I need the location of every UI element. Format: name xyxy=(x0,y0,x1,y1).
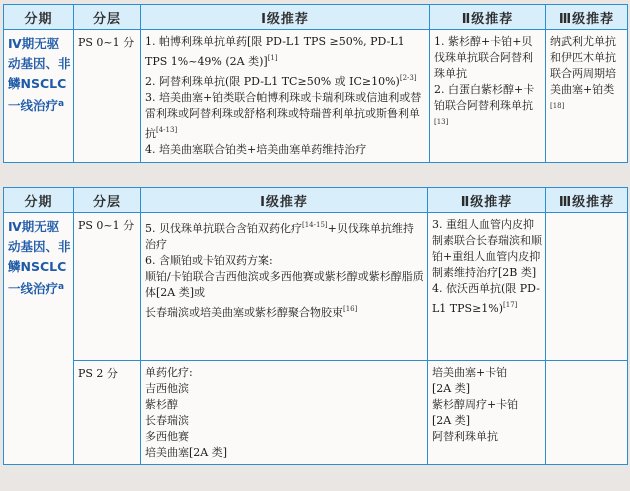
level2-recommendations xyxy=(428,361,546,465)
header-stage: 分期 xyxy=(4,5,74,30)
header-level1: Ⅰ级推荐 xyxy=(141,188,428,213)
list-item: 纳武利尤单抗和伊匹木单抗联合两周期培美曲塞+铂类[18] xyxy=(550,35,616,110)
list-item: 多西他赛 xyxy=(145,430,189,443)
table-row xyxy=(4,361,628,465)
list-item: 单药化疗: xyxy=(145,366,193,379)
list-item: 6. 含顺铂或卡铂双药方案: xyxy=(145,254,273,267)
recommendation-table-2 xyxy=(3,187,628,465)
ps-layer: PS 2 分 xyxy=(74,361,141,465)
list-item: 4. 依沃西单抗(限 PD-L1 TPS≥1%)[17] xyxy=(432,282,540,315)
list-item: 顺铂/卡铂联合吉西他滨或多西他赛或紫杉醇或紫杉醇脂质体[2A 类]或 xyxy=(145,270,424,299)
header-level3: Ⅲ级推荐 xyxy=(546,188,628,213)
header-stage: 分期 xyxy=(4,188,74,213)
list-item: 3. 重组人血管内皮抑制素联合长春瑞滨和顺铂+重组人血管内皮抑制素维持治疗[2B 类] xyxy=(432,218,542,279)
list-item: 4. 培美曲塞联合铂类+培美曲塞单药维持治疗 xyxy=(145,143,367,156)
level3-recommendations xyxy=(546,30,628,163)
table-2-header-row xyxy=(4,188,628,213)
list-item: 长春瑞滨或培美曲塞或紫杉醇聚合物胶束[16] xyxy=(145,305,358,319)
ps-layer: PS 0~1 分 xyxy=(74,213,141,361)
stage-label: Ⅳ期无驱动基因、非鳞NSCLC一线治疗$^a$ xyxy=(4,30,74,163)
table-row xyxy=(4,213,628,361)
header-level3: Ⅲ级推荐 xyxy=(546,5,628,30)
recommendation-table-1 xyxy=(3,4,628,163)
header-layer: 分层 xyxy=(74,5,141,30)
ps-layer: PS 0~1 分 xyxy=(74,30,141,163)
table-row xyxy=(4,30,628,163)
list-item: [2A 类] xyxy=(432,382,471,395)
stage-label: Ⅳ期无驱动基因、非鳞NSCLC一线治疗$^a$ xyxy=(4,213,74,465)
list-item: 培美曲塞+卡铂 xyxy=(432,366,508,379)
list-item: 2. 阿替利珠单抗(限 PD-L1 TC≥50% 或 IC≥10%)[2-3] xyxy=(145,74,417,88)
list-item: 3. 培美曲塞+铂类联合帕博利珠或卡瑞利珠或信迪利或替雷利珠或阿替利珠或舒格利珠或特瑞普利单抗或斯鲁利单抗[4-13] xyxy=(145,91,422,140)
header-level2: Ⅱ级推荐 xyxy=(430,5,546,30)
header-layer: 分层 xyxy=(74,188,141,213)
level1-recommendations xyxy=(141,213,428,361)
level1-recommendations xyxy=(141,30,430,163)
list-item: 1. 紫杉醇+卡铂+贝伐珠单抗联合阿替利珠单抗 xyxy=(434,35,533,80)
list-item: 紫杉醇 xyxy=(145,398,178,411)
list-item: 长春瑞滨 xyxy=(145,414,189,427)
level1-recommendations xyxy=(141,361,428,465)
list-item: 培美曲塞[2A 类] xyxy=(145,446,228,459)
list-item: 1. 帕博利珠单抗单药[限 PD-L1 TPS ≥50%, PD-L1 TPS 1%~49% (2A 类)][1] xyxy=(145,35,405,68)
list-item: 紫杉醇周疗+卡铂 xyxy=(432,398,519,411)
level2-recommendations xyxy=(428,213,546,361)
list-item: 2. 白蛋白紫杉醇+卡铂联合阿替利珠单抗[13] xyxy=(434,83,535,126)
list-item: 阿替利珠单抗 xyxy=(432,430,498,443)
level2-recommendations xyxy=(430,30,546,163)
header-level2: Ⅱ级推荐 xyxy=(428,188,546,213)
level3-recommendations xyxy=(546,213,628,361)
list-item: 5. 贝伐珠单抗联合含铂双药化疗[14-15]+贝伐珠单抗维持治疗 xyxy=(145,221,414,251)
header-level1: Ⅰ级推荐 xyxy=(141,5,430,30)
level3-recommendations xyxy=(546,361,628,465)
list-item: 吉西他滨 xyxy=(145,382,189,395)
list-item: [2A 类] xyxy=(432,414,471,427)
table-1-header-row xyxy=(4,5,628,30)
